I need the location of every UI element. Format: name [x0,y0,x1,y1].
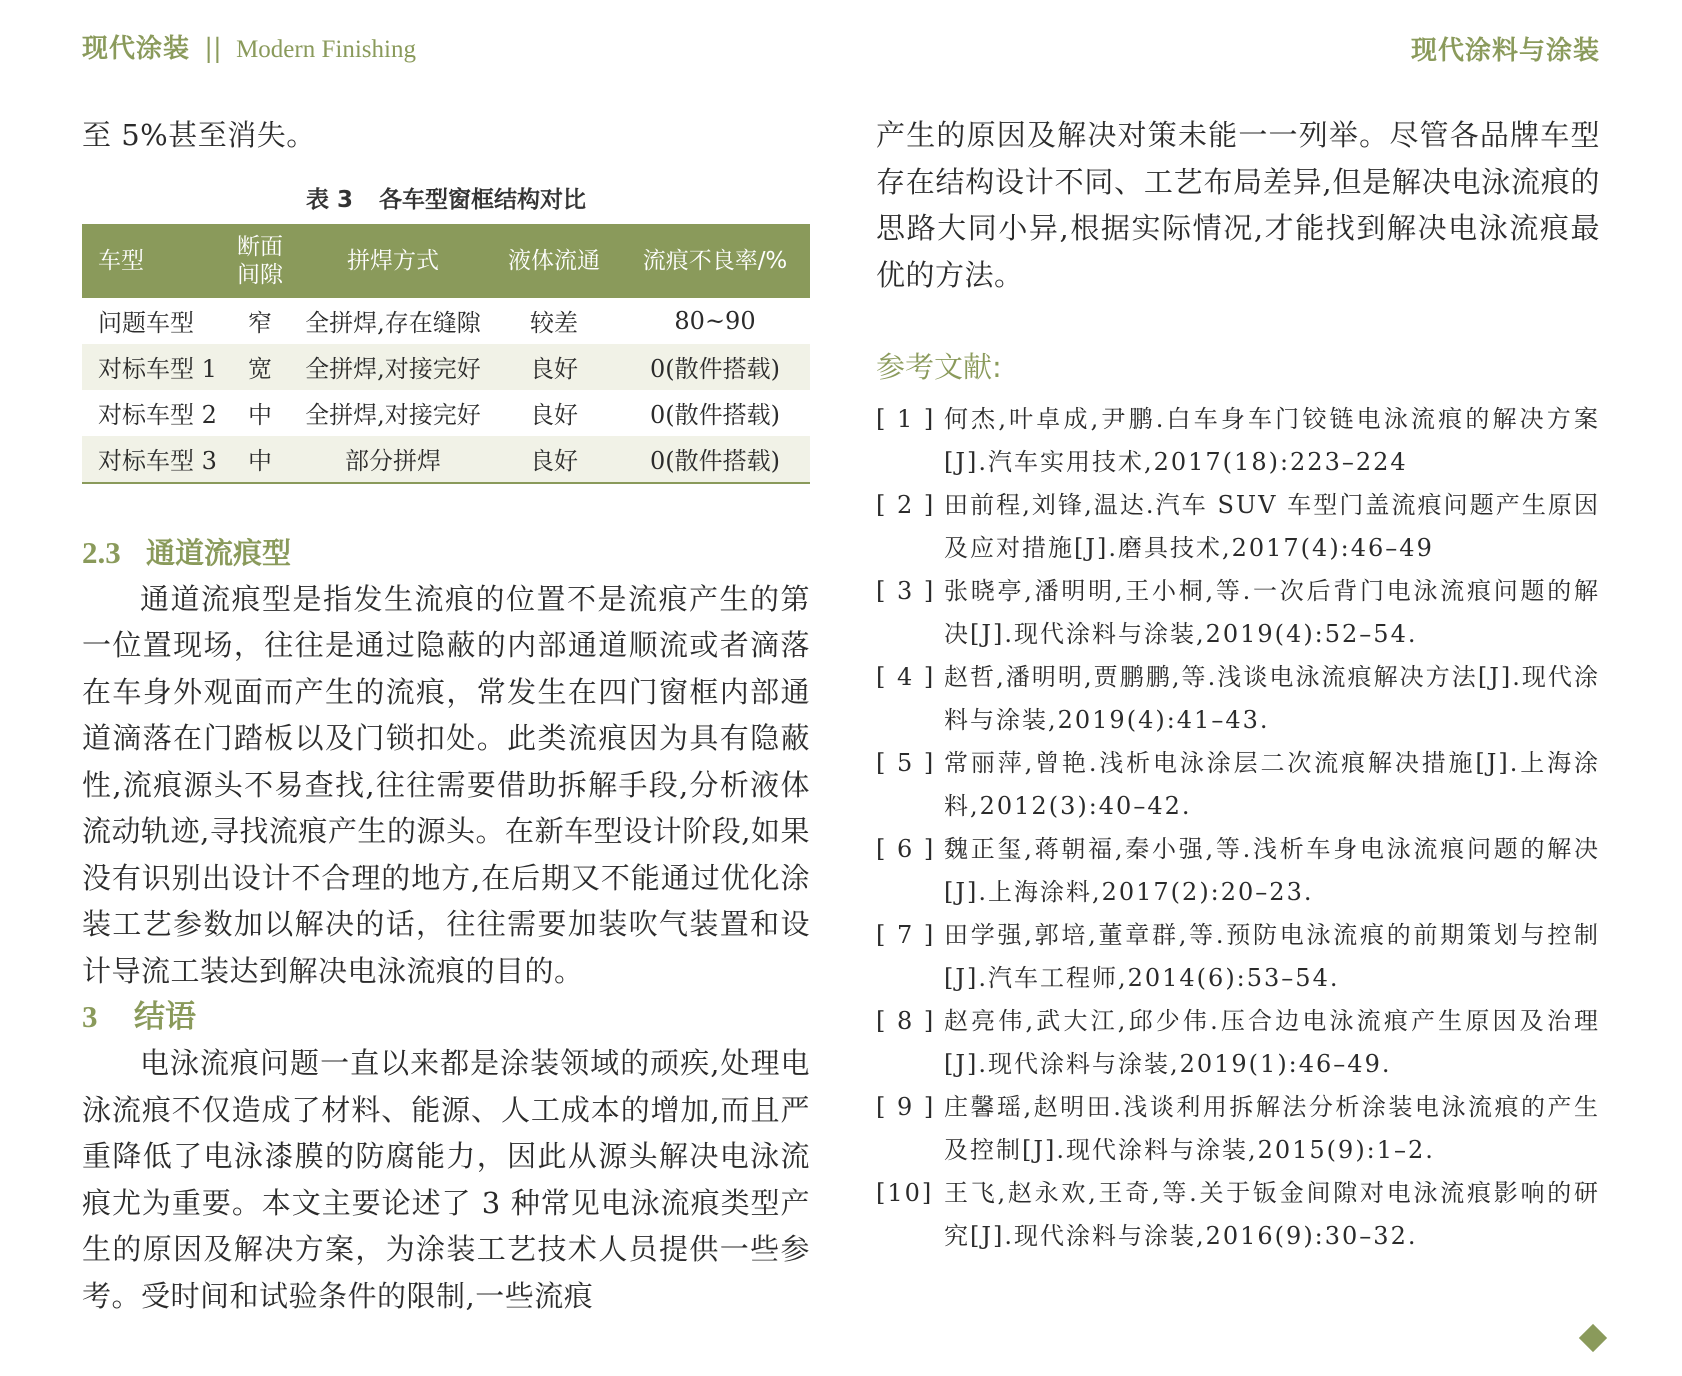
reference-item [876,398,1600,484]
table-cell: 对标车型 2 [98,401,217,429]
table-cell: 对标车型 3 [82,436,222,483]
reference-item [876,828,1600,914]
section-number: 2.3 [82,534,121,570]
reference-text: 田前程,刘锋,温达.汽车 SUV 车型门盖流痕问题产生原因及应对措施[J].磨具技术,2017(4):46–49 [944,491,1600,562]
header-defect-rate: 流痕不良率/% [620,224,810,298]
table-cell: 良好 [488,344,620,390]
table-row [82,390,810,436]
section-number: 3 [82,999,98,1034]
section-title: 通道流痕型 [146,535,292,570]
journal-name-en: Modern Finishing [236,36,416,63]
comparison-table [82,224,810,484]
table-cell: 良好 [530,401,578,429]
table-cell: 中 [248,401,272,429]
table-row [82,344,810,390]
reference-index: [ 4 ] [876,663,936,691]
reference-text: 常丽萍,曾艳.浅析电泳涂层二次流痕解决措施[J].上海涂料,2012(3):40–42. [944,749,1600,820]
reference-text: 魏正玺,蒋朝福,秦小强,等.浅析车身电泳流痕问题的解决[J].上海涂料,2017(2):20–23. [944,835,1600,906]
reference-item [876,484,1600,570]
reference-text: 庄馨瑶,赵明田.浅谈利用拆解法分析涂装电泳流痕的产生及控制[J].现代涂料与涂装,2015(9):1–2. [944,1093,1600,1164]
table-caption [82,181,810,214]
table-cell: 窄 [248,309,272,337]
reference-text: 赵哲,潘明明,贾鹏鹏,等.浅谈电泳流痕解决方法[J].现代涂料与涂装,2019(4):41–43. [944,663,1600,734]
table-cell: 全拼焊,对接完好 [305,401,481,429]
table-cell: 0(散件搭载) [620,344,810,390]
left-column [82,112,810,1319]
section-heading-2-3 [82,530,810,576]
reference-text: 王飞,赵永欢,王奇,等.关于钣金间隙对电泳流痕影响的研究[J].现代涂料与涂装,2016(9):30–32. [944,1179,1600,1250]
header-section-gap-text: 断面 间隙 [237,233,283,288]
reference-item [876,914,1600,1000]
table-row [82,436,810,483]
header-liquid-flow: 液体流通 [488,224,620,298]
reference-item [876,570,1600,656]
table-row [82,298,810,344]
table-cell: 较差 [530,309,578,337]
reference-text: 赵亮伟,武大江,邱少伟.压合边电泳流痕产生原因及治理[J].现代涂料与涂装,2019(1):46–49. [944,1007,1600,1078]
table-cell: 0(散件搭载) [650,401,780,429]
table-cell: 部分拼焊 [298,436,488,483]
reference-index: [ 6 ] [876,835,936,863]
reference-item [876,742,1600,828]
reference-item [876,1086,1600,1172]
table-cell: 全拼焊,对接完好 [298,344,488,390]
reference-item [876,1000,1600,1086]
running-header-right: 现代涂料与涂装 [1410,36,1600,66]
reference-list [876,398,1600,1258]
opening-line: 至 5%甚至消失。 [82,118,316,152]
table-cell: 对标车型 1 [82,344,222,390]
conclusion-continuation: 产生的原因及解决对策未能一一列举。尽管各品牌车型存在结构设计不同、工艺布局差异,但是解决电泳流痕的思路大同小异,根据实际情况,才能找到解决电泳流痕最优的方法。 [876,118,1600,292]
table-cell: 宽 [222,344,298,390]
reference-index: [ 1 ] [876,405,936,433]
table-cell: 全拼焊,存在缝隙 [305,309,481,337]
reference-text: 田学强,郭培,董章群,等.预防电泳流痕的前期策划与控制[J].汽车工程师,2014(6):53–54. [944,921,1600,992]
table-cell: 0(散件搭载) [620,436,810,483]
header-welding: 拼焊方式 [298,224,488,298]
references-heading: 参考文献: [876,350,1002,384]
conclusion-paragraph: 电泳流痕问题一直以来都是涂装领域的顽疾,处理电泳流痕不仅造成了材料、能源、人工成本的增加,而且严重降低了电泳漆膜的防腐能力，因此从源头解决电泳流痕尤为重要。本文主要论述了 3 种常见电泳流痕类型产生的原因及解决方案，为涂装工艺技术人员提供一些参考。受时间和试验条件的限制,一些流痕 [82,1046,810,1313]
table-header-row [82,224,810,298]
reference-index: [ 7 ] [876,921,936,949]
table-cell: 80~90 [674,306,756,335]
reference-index: [ 8 ] [876,1007,936,1035]
reference-index: [ 2 ] [876,491,936,519]
reference-index: [ 5 ] [876,749,936,777]
journal-name-cn: 现代涂装 [82,34,191,64]
header-vehicle: 车型 [82,224,222,298]
table-cell: 中 [222,436,298,483]
end-of-article-diamond-icon [1579,1324,1607,1352]
reference-item [876,1172,1600,1258]
reference-item [876,656,1600,742]
running-header-left [82,28,416,65]
reference-index: [10] [876,1179,934,1207]
table-number: 表 3 [305,186,353,213]
table-cell: 良好 [488,436,620,483]
reference-index: [ 9 ] [876,1093,936,1121]
section-2-3-paragraph: 通道流痕型是指发生流痕的位置不是流痕产生的第一位置现场，往往是通过隐蔽的内部通道顺流或者滴落在车身外观面而产生的流痕，常发生在四门窗框内部通道滴落在门踏板以及门锁扣处。此类流痕因为具有隐蔽性,流痕源头不易查找,往往需要借助拆解手段,分析液体流动轨迹,寻找流痕产生的源头。在新车型设计阶段,如果没有识别出设计不合理的地方,在后期又不能通过优化涂装工艺参数加以解决的话，往往需要加装吹气装置和设计导流工装达到解决电泳流痕的目的。 [82,581,810,988]
table-cell: 问题车型 [98,309,194,337]
header-section-gap [222,224,298,298]
right-column [876,112,1600,1258]
header-separator: || [204,34,222,64]
reference-text: 何杰,叶卓成,尹鹏.白车身车门铰链电泳流痕的解决方案[J].汽车实用技术,2017(18):223–224 [944,405,1600,476]
section-title: 结语 [134,999,196,1035]
reference-text: 张晓亭,潘明明,王小桐,等.一次后背门电泳流痕问题的解决[J].现代涂料与涂装,2019(4):52–54. [944,577,1600,648]
table-caption-text: 各车型窗框结构对比 [379,186,586,213]
section-heading-3 [82,994,810,1040]
reference-index: [ 3 ] [876,577,936,605]
